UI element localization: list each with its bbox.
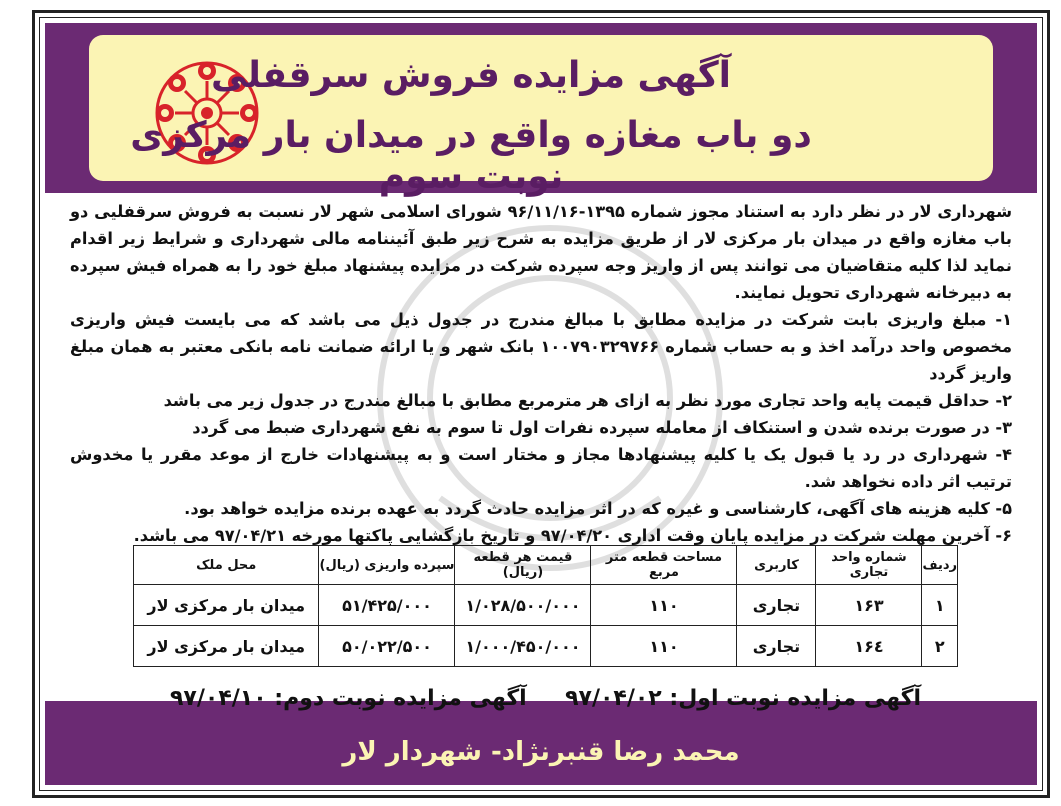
col-header-row-number: ردیف — [922, 546, 958, 585]
cell-usage: تجاری — [737, 585, 816, 626]
cell-price: ۱/۰۲۸/۵۰۰/۰۰۰ — [455, 585, 591, 626]
header-banner — [89, 35, 993, 197]
ad-frame — [32, 10, 1050, 798]
cell-location: میدان بار مرکزی لار — [134, 585, 319, 626]
cell-area: ۱۱۰ — [591, 585, 737, 626]
cell-usage: تجاری — [737, 626, 816, 667]
col-header-usage: کاربری — [737, 546, 816, 585]
col-header-deposit: سپرده واریزی (ریال) — [319, 546, 455, 585]
ad-body — [70, 198, 1012, 549]
condition-item: ۳- در صورت برنده شدن و استنکاف از معامله سپرده نفرات اول تا سوم به نفع شهرداری ضبط می گردد — [192, 418, 1012, 437]
col-header-location: محل ملک — [134, 546, 319, 585]
auction-table — [133, 545, 958, 667]
ad-subtitle: دو باب مغازه واقع در میدان بار مرکزی نوبت سوم — [130, 115, 812, 197]
cell-deposit: ۵۰/۰۲۲/۵۰۰ — [319, 626, 455, 667]
cell-row-number: ۲ — [922, 626, 958, 667]
cell-unit-number: ۱۶٤ — [816, 626, 922, 667]
mayor-signature: محمد رضا قنبرنژاد- شهردار لار — [342, 737, 740, 767]
col-header-area: مساحت قطعه متر مربع — [591, 546, 737, 585]
auction-rounds — [40, 686, 1021, 720]
condition-item: ۶- آخرین مهلت شرکت در مزایده پایان وقت اداری ۹۷/۰۴/۲۰ و تاریخ بازگشایی پاکتها مورخه ۹۷/۰۴/۲۱ می باشد. — [133, 526, 1012, 545]
cell-unit-number: ۱۶۳ — [816, 585, 922, 626]
cell-location: میدان بار مرکزی لار — [134, 626, 319, 667]
cell-deposit: ۵۱/۴۲۵/۰۰۰ — [319, 585, 455, 626]
intro-paragraph: شهرداری لار در نظر دارد به استناد مجوز شماره ۱۳۹۵-۹۶/۱۱/۱۶ شورای اسلامی شهر لار نسبت به فروش سرقفلیی دو باب مغازه واقع در میدان بار مرکزی لار از طریق مزایده به شرح زیر طبق آئیننامه مالی شهرداری و شرایط زیر اقدام نماید لذا کلیه متقاضیان می توانند پس از واریز وجه سپرده شرکت در مزایده پیشنهاد مبلغ خود را به همراه فیش سپرده به دبیرخانه شهرداری تحویل نمایند. — [70, 202, 1012, 302]
table-row — [134, 585, 958, 626]
ad-inner-frame — [39, 17, 1043, 791]
col-header-price: قیمت هر قطعه (ریال) — [455, 546, 591, 585]
condition-item: ۵- کلیه هزینه های آگهی، کارشناسی و غیره که در اثر مزایده حادث گردد به عهده برنده مزایده خواهد بود. — [184, 499, 1012, 518]
cell-row-number: ۱ — [922, 585, 958, 626]
condition-item: ۱- مبلغ واریزی بابت شرکت در مزایده مطابق با مبالغ مندرج در جدول ذیل می باشد که می بایست فیش واریزی مخصوص واحد درآمد اخذ و به حساب شماره ۱۰۰۷۹۰۳۲۹۷۶۶ بانک شهر و یا ارائه ضمانت نامه بانکی معتبر به همان مبلغ واریز گردد — [70, 310, 1012, 383]
cell-price: ۱/۰۰۰/۴۵۰/۰۰۰ — [455, 626, 591, 667]
table-row — [134, 626, 958, 667]
ad-title: آگهی مزایده فروش سرقفلی — [210, 55, 732, 96]
second-round-date: آگهی مزایده نوبت دوم: ۹۷/۰۴/۱۰ — [170, 686, 527, 711]
header-band — [45, 23, 1037, 197]
first-round-date: آگهی مزایده نوبت اول: ۹۷/۰۴/۰۲ — [565, 686, 921, 711]
table-header-row — [134, 546, 958, 585]
cell-area: ۱۱۰ — [591, 626, 737, 667]
condition-item: ۲- حداقل قیمت پایه واحد تجاری مورد نظر به ازای هر مترمربع مطابق با مبالغ مندرج در جدول زیر می باشد — [163, 391, 1012, 410]
col-header-unit-number: شماره واحد تجاری — [816, 546, 922, 585]
condition-item: ۴- شهرداری در رد یا قبول یک یا کلیه پیشنهادها مجاز و مختار است و به پیشنهادات خارج از موعد مقرر یا مخدوش ترتیب اثر داده نخواهد شد. — [70, 445, 1012, 491]
